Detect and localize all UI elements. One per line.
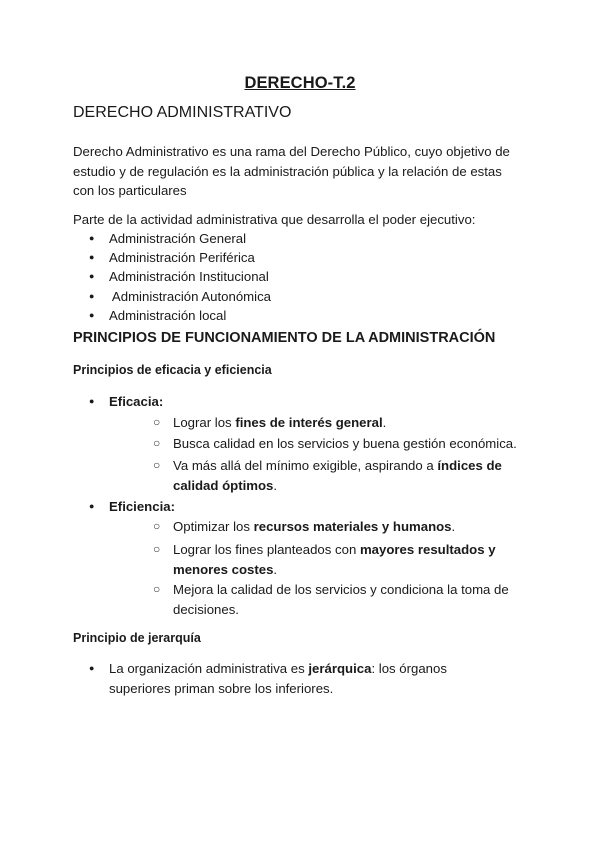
subheading-jerarquia: Principio de jerarquía bbox=[73, 631, 201, 645]
bullet-icon: ● bbox=[89, 252, 95, 263]
bullet-icon: ● bbox=[89, 309, 95, 320]
circle-bullet-icon: ○ bbox=[153, 542, 161, 556]
eficacia-item: ● Eficacia: bbox=[109, 392, 163, 412]
circle-bullet-icon: ○ bbox=[153, 519, 161, 533]
bullet-icon: ● bbox=[89, 663, 95, 673]
jerarquia-item: ● La organización administrativa es jerárquica: los órganos superiores priman sobre los inferiores. bbox=[89, 661, 447, 696]
activity-lead: Parte de la actividad administrativa que desarrolla el poder ejecutivo: bbox=[73, 212, 476, 227]
subheading-eficacia-eficiencia: Principios de eficacia y eficiencia bbox=[73, 363, 272, 377]
circle-bullet-icon: ○ bbox=[153, 582, 161, 596]
eficacia-subitem: ○ Lograr los fines de interés general. bbox=[173, 413, 533, 433]
document-title: DERECHO-T.2 bbox=[244, 74, 356, 92]
circle-bullet-icon: ○ bbox=[153, 458, 161, 472]
list-item: ● Administración General bbox=[109, 229, 271, 248]
bullet-icon: ● bbox=[89, 396, 95, 406]
eficiencia-subitem: ○ Mejora la calidad de los servicios y condiciona la toma de decisiones. bbox=[153, 582, 509, 617]
section-heading-derecho-administrativo: DERECHO ADMINISTRATIVO bbox=[73, 104, 292, 121]
section-heading-principios: PRINCIPIOS DE FUNCIONAMIENTO DE LA ADMINISTRACIÓN bbox=[73, 330, 496, 346]
activity-list bbox=[89, 229, 271, 325]
circle-bullet-icon: ○ bbox=[153, 436, 161, 450]
eficacia-subitem: ○ Busca calidad en los servicios y buena gestión económica. bbox=[173, 434, 533, 454]
eficacia-subitem: ○ Va más allá del mínimo exigible, aspirando a índices de calidad óptimos. bbox=[153, 458, 502, 493]
bullet-icon: ● bbox=[89, 233, 95, 243]
circle-bullet-icon: ○ bbox=[153, 415, 161, 429]
list-item: ● Administración local bbox=[109, 306, 271, 325]
list-item: ● Administración Periférica bbox=[109, 248, 271, 267]
intro-paragraph: Derecho Administrativo es una rama del Derecho Público, cuyo objetivo de estudio y de regulación es la administración pública y la relación de estas con los particulares bbox=[73, 144, 510, 198]
list-item: ● Administración Autonómica bbox=[109, 287, 271, 306]
eficiencia-item: ● Eficiencia: bbox=[109, 497, 175, 517]
bullet-icon: ● bbox=[89, 271, 95, 282]
eficiencia-subitem: ○ Lograr los fines planteados con mayores resultados y menores costes. bbox=[153, 542, 496, 577]
eficiencia-subitem: ○ Optimizar los recursos materiales y humanos. bbox=[173, 517, 533, 537]
list-item: ● Administración Institucional bbox=[109, 267, 271, 286]
bullet-icon: ● bbox=[89, 501, 95, 511]
bullet-icon: ● bbox=[89, 290, 95, 301]
